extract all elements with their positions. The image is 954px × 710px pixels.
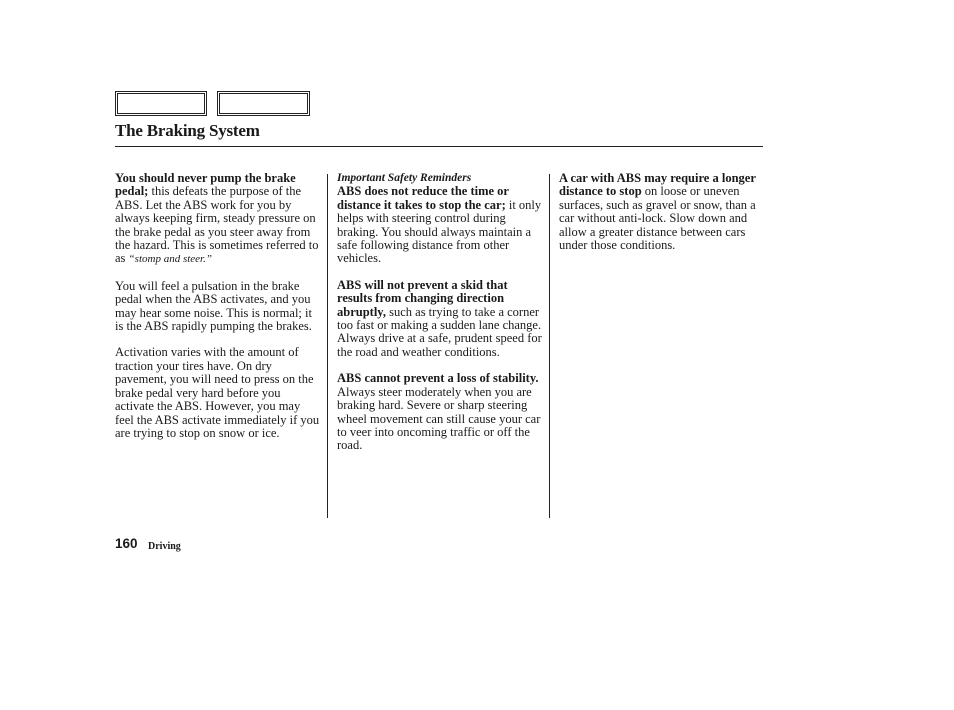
column-1	[115, 172, 322, 453]
section-name: Driving	[148, 541, 181, 552]
body-text: Activation varies with the amount of traction your tires have. On dry pavement, you will need to press on the brake pedal very hard before you activate the ABS. However, you may feel the ABS activate immediately if you are trying to stop on snow or ice.	[115, 345, 320, 440]
paragraph-abs-stability	[337, 372, 542, 452]
paragraph-longer-distance	[559, 172, 764, 252]
emphasis-text: ABS does not reduce the time or distance it takes to stop the car;	[337, 184, 509, 212]
body-text: Always steer moderately when you are braking hard. Severe or sharp steering wheel movement can still cause your car to veer into oncoming traffic or off the road.	[337, 384, 541, 453]
title-rule	[115, 146, 763, 147]
header-tab-box-2	[217, 91, 310, 116]
column-3	[559, 172, 764, 265]
paragraph-pump-brake	[115, 172, 322, 267]
emphasis-text: You should never pump the brake pedal;	[115, 171, 296, 199]
header-tab-box-1	[115, 91, 207, 116]
paragraph-abs-distance	[337, 185, 542, 265]
page-title: The Braking System	[115, 121, 260, 140]
body-text: on loose or uneven surfaces, such as gravel or snow, than a car without anti-lock. Slow down and allow a greater distance between cars under those conditions.	[559, 184, 756, 253]
safety-reminders-heading: Important Safety Reminders	[337, 172, 472, 184]
body-text: this defeats the purpose of the ABS. Let the ABS work for you by always keeping firm, steady pressure on the brake pedal as you steer away from the hazard. This is sometimes referred to as	[115, 184, 319, 266]
column-2	[337, 172, 542, 466]
paragraph-activation	[115, 346, 322, 440]
page-number: 160	[115, 536, 138, 551]
emphasis-text: A car with ABS may require a longer distance to stop	[559, 171, 756, 199]
paragraph-abs-skid	[337, 279, 542, 359]
paragraph-pulsation	[115, 280, 322, 334]
body-text: it only helps with steering control during braking. You should always maintain a safe following distance from other vehicles.	[337, 197, 542, 266]
column-divider-1	[327, 174, 328, 518]
column-divider-2	[549, 174, 550, 518]
body-text: such as trying to take a corner too fast or making a sudden lane change. Always drive at a safe, prudent speed for the road and weather conditions.	[337, 304, 542, 359]
body-text: You will feel a pulsation in the brake pedal when the ABS activates, and you may hear some noise. This is normal; it is the ABS rapidly pumping the brakes.	[115, 278, 312, 334]
quote-text: “stomp and steer.”	[128, 253, 212, 266]
emphasis-text: ABS will not prevent a skid that results from changing direction abruptly,	[337, 277, 508, 319]
emphasis-text: ABS cannot prevent a loss of stability.	[337, 371, 539, 386]
